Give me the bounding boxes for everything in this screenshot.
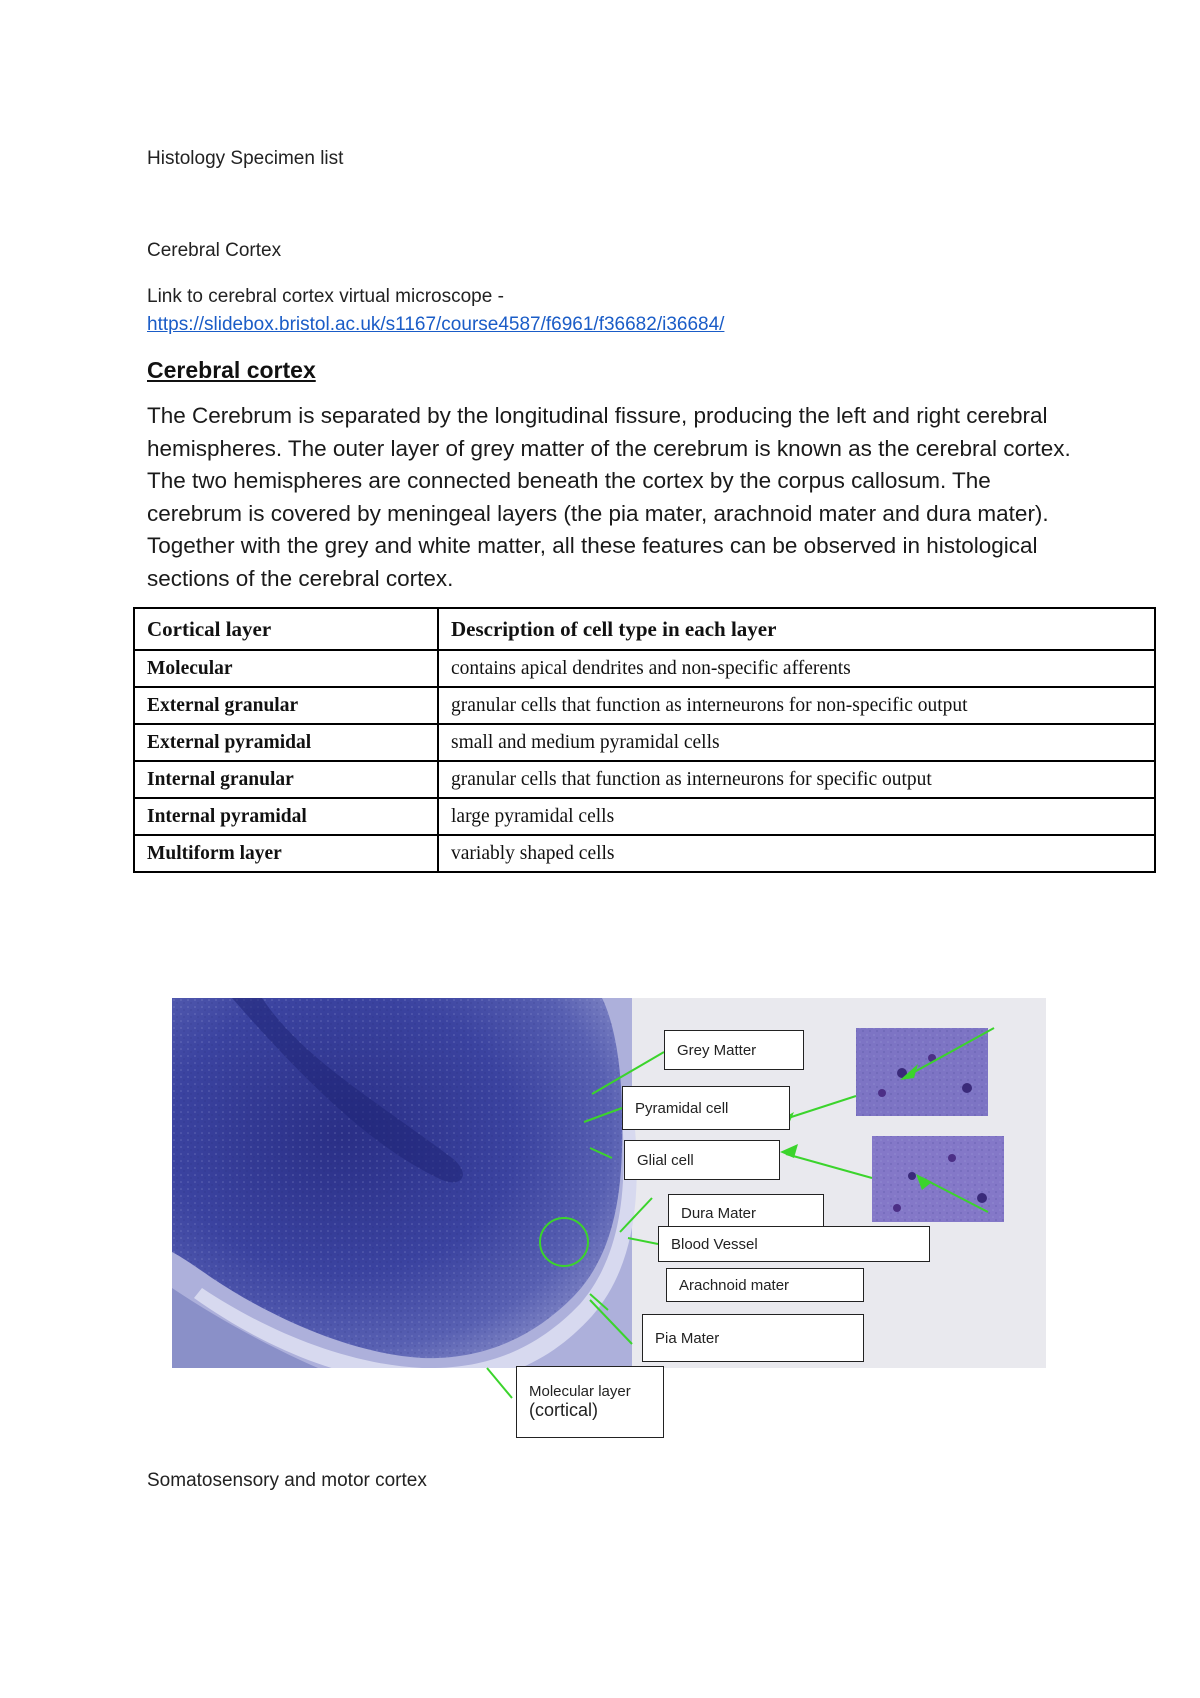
table-row bbox=[134, 835, 1155, 872]
layer-name: External granular bbox=[134, 687, 438, 724]
dura-mater-label: Dura Mater bbox=[668, 1194, 824, 1232]
molecular-layer-subtext: (cortical) bbox=[529, 1400, 599, 1420]
table-row bbox=[134, 687, 1155, 724]
section-title: Cerebral Cortex bbox=[147, 240, 282, 261]
virtual-microscope-link[interactable]: https://slidebox.bristol.ac.uk/s1167/course4587/f6961/f36682/i36684/ bbox=[147, 314, 725, 335]
layer-name: Multiform layer bbox=[134, 835, 438, 872]
molecular-layer-label bbox=[516, 1366, 664, 1438]
next-section-title: Somatosensory and motor cortex bbox=[147, 1470, 427, 1491]
glial-cell-label: Glial cell bbox=[624, 1140, 780, 1180]
layer-name: Molecular bbox=[134, 650, 438, 687]
layer-description: contains apical dendrites and non-specific afferents bbox=[438, 650, 1155, 687]
layer-name: External pyramidal bbox=[134, 724, 438, 761]
grey-matter-label: Grey Matter bbox=[664, 1030, 804, 1070]
table-header-row bbox=[134, 608, 1155, 650]
pyramidal-cell-label: Pyramidal cell bbox=[622, 1086, 790, 1130]
intro-paragraph: The Cerebrum is separated by the longitudinal fissure, producing the left and right cerebral hemispheres. The outer layer of grey matter of the cerebrum is known as the cerebral cortex. The two hemispheres are connected beneath the cortex by the corpus callosum. The cerebrum is covered by meningeal layers (the pia mater, arachnoid mater and dura mater). Together with the grey and white matter, all these features can be observed in histological sections of the cerebral cortex. bbox=[147, 403, 1071, 591]
pia-mater-label: Pia Mater bbox=[642, 1314, 864, 1362]
histology-figure bbox=[172, 998, 1046, 1440]
layer-description: small and medium pyramidal cells bbox=[438, 724, 1155, 761]
layer-description: granular cells that function as interneurons for specific output bbox=[438, 761, 1155, 798]
table-row bbox=[134, 798, 1155, 835]
document-title: Histology Specimen list bbox=[147, 148, 344, 169]
cortical-layers-table bbox=[133, 607, 1156, 873]
cerebral-cortex-heading: Cerebral cortex bbox=[147, 357, 316, 383]
layer-description: granular cells that function as interneurons for non-specific output bbox=[438, 687, 1155, 724]
table-header-layer: Cortical layer bbox=[134, 608, 438, 650]
table-row bbox=[134, 724, 1155, 761]
arachnoid-mater-label: Arachnoid mater bbox=[666, 1268, 864, 1302]
table-header-description: Description of cell type in each layer bbox=[438, 608, 1155, 650]
blood-vessel-label: Blood Vessel bbox=[658, 1226, 930, 1262]
layer-description: variably shaped cells bbox=[438, 835, 1155, 872]
layer-name: Internal granular bbox=[134, 761, 438, 798]
table-row bbox=[134, 650, 1155, 687]
link-label: Link to cerebral cortex virtual microscope - bbox=[147, 286, 504, 307]
table-row bbox=[134, 761, 1155, 798]
layer-name: Internal pyramidal bbox=[134, 798, 438, 835]
layer-description: large pyramidal cells bbox=[438, 798, 1155, 835]
molecular-layer-text: Molecular layer bbox=[529, 1383, 631, 1400]
